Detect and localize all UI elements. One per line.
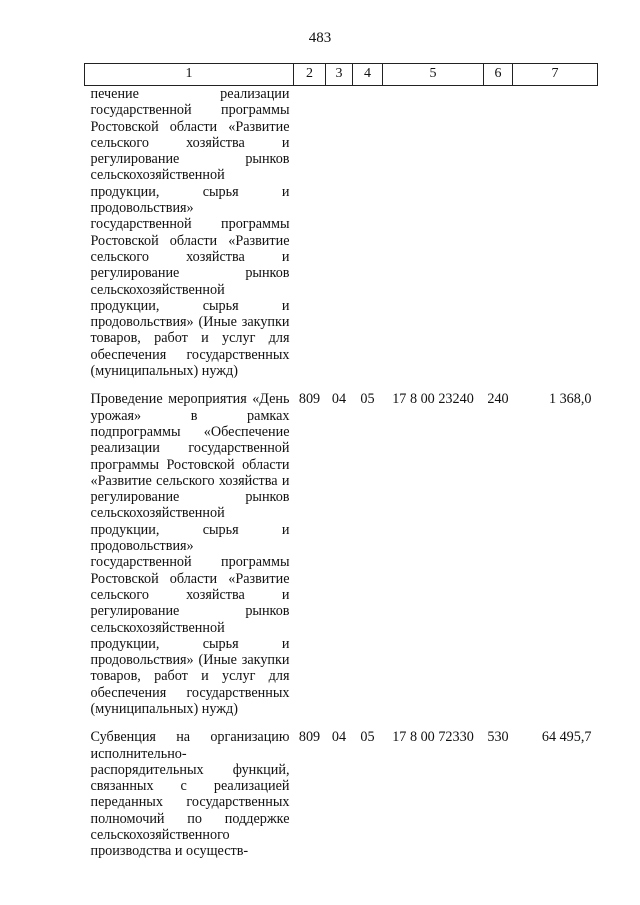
row-target-article: 17 8 00 23240 (392, 391, 474, 408)
row-description: печение реализации государственной программы Ростовской области «Развитие сельского хозяйства и регулирование рынков сельскохозяйственной продукции, сырья и продовольствия» государственной программы Ростовской области «Развитие сельского хозяйства и регулирование рынков сельскохозяйственной продукции, сырья и продовольствия» (Иные закупки товаров, работ и услуг для обеспечения государственных (муниципальных) нужд) (90, 86, 290, 380)
row-ministry-code (294, 86, 326, 380)
page-number: 483 (308, 30, 332, 46)
header-col-6: 6 (484, 64, 513, 86)
row-expense-type: 240 (487, 391, 509, 408)
row-target-article (383, 86, 484, 380)
header-col-7: 7 (513, 64, 598, 86)
row-expense-type (484, 86, 513, 380)
row-ministry-code: 809 (298, 391, 321, 408)
header-col-5: 5 (383, 64, 484, 86)
row-description: Проведение мероприятия «День урожая» в рамках подпрограммы «Обеспечение реализации государственной программы Ростовской области «Развитие сельского хозяйства и регулирование рынков сельскохозяйственной продукции, сырья и продовольствия» государственной программы Ростовской области «Развитие сельского хозяйства и регулирование рынков сельскохозяйственной продукции, сырья и продовольствия» (Иные закупки товаров, работ и услуг для обеспечения государственных (муниципальных) нужд) (90, 391, 290, 717)
row-ministry-code: 809 (298, 729, 321, 746)
row-target-article: 17 8 00 72330 (392, 729, 474, 746)
table-header-row (85, 64, 598, 86)
row-expense-type: 530 (487, 729, 509, 746)
table-row (85, 729, 598, 859)
header-col-3: 3 (326, 64, 353, 86)
budget-table (84, 63, 598, 860)
row-subsection-code: 05 (360, 729, 375, 746)
row-amount: 1 368,0 (548, 391, 592, 408)
row-description: Субвенция на организацию исполнительно-распорядительных функций, связанных с реализацией переданных государственных полномочий по поддержке сельскохозяйственного производства и осуществ- (90, 729, 290, 860)
row-subsection-code (353, 86, 383, 380)
row-section-code: 04 (331, 391, 347, 408)
row-subsection-code: 05 (360, 391, 375, 408)
table-row (85, 391, 598, 717)
header-col-2: 2 (294, 64, 326, 86)
row-amount (513, 86, 598, 380)
row-section-code: 04 (331, 729, 347, 746)
row-amount: 64 495,7 (541, 729, 592, 746)
header-col-4: 4 (353, 64, 383, 86)
header-col-1: 1 (85, 64, 294, 86)
table-row (85, 86, 598, 380)
row-section-code (326, 86, 353, 380)
